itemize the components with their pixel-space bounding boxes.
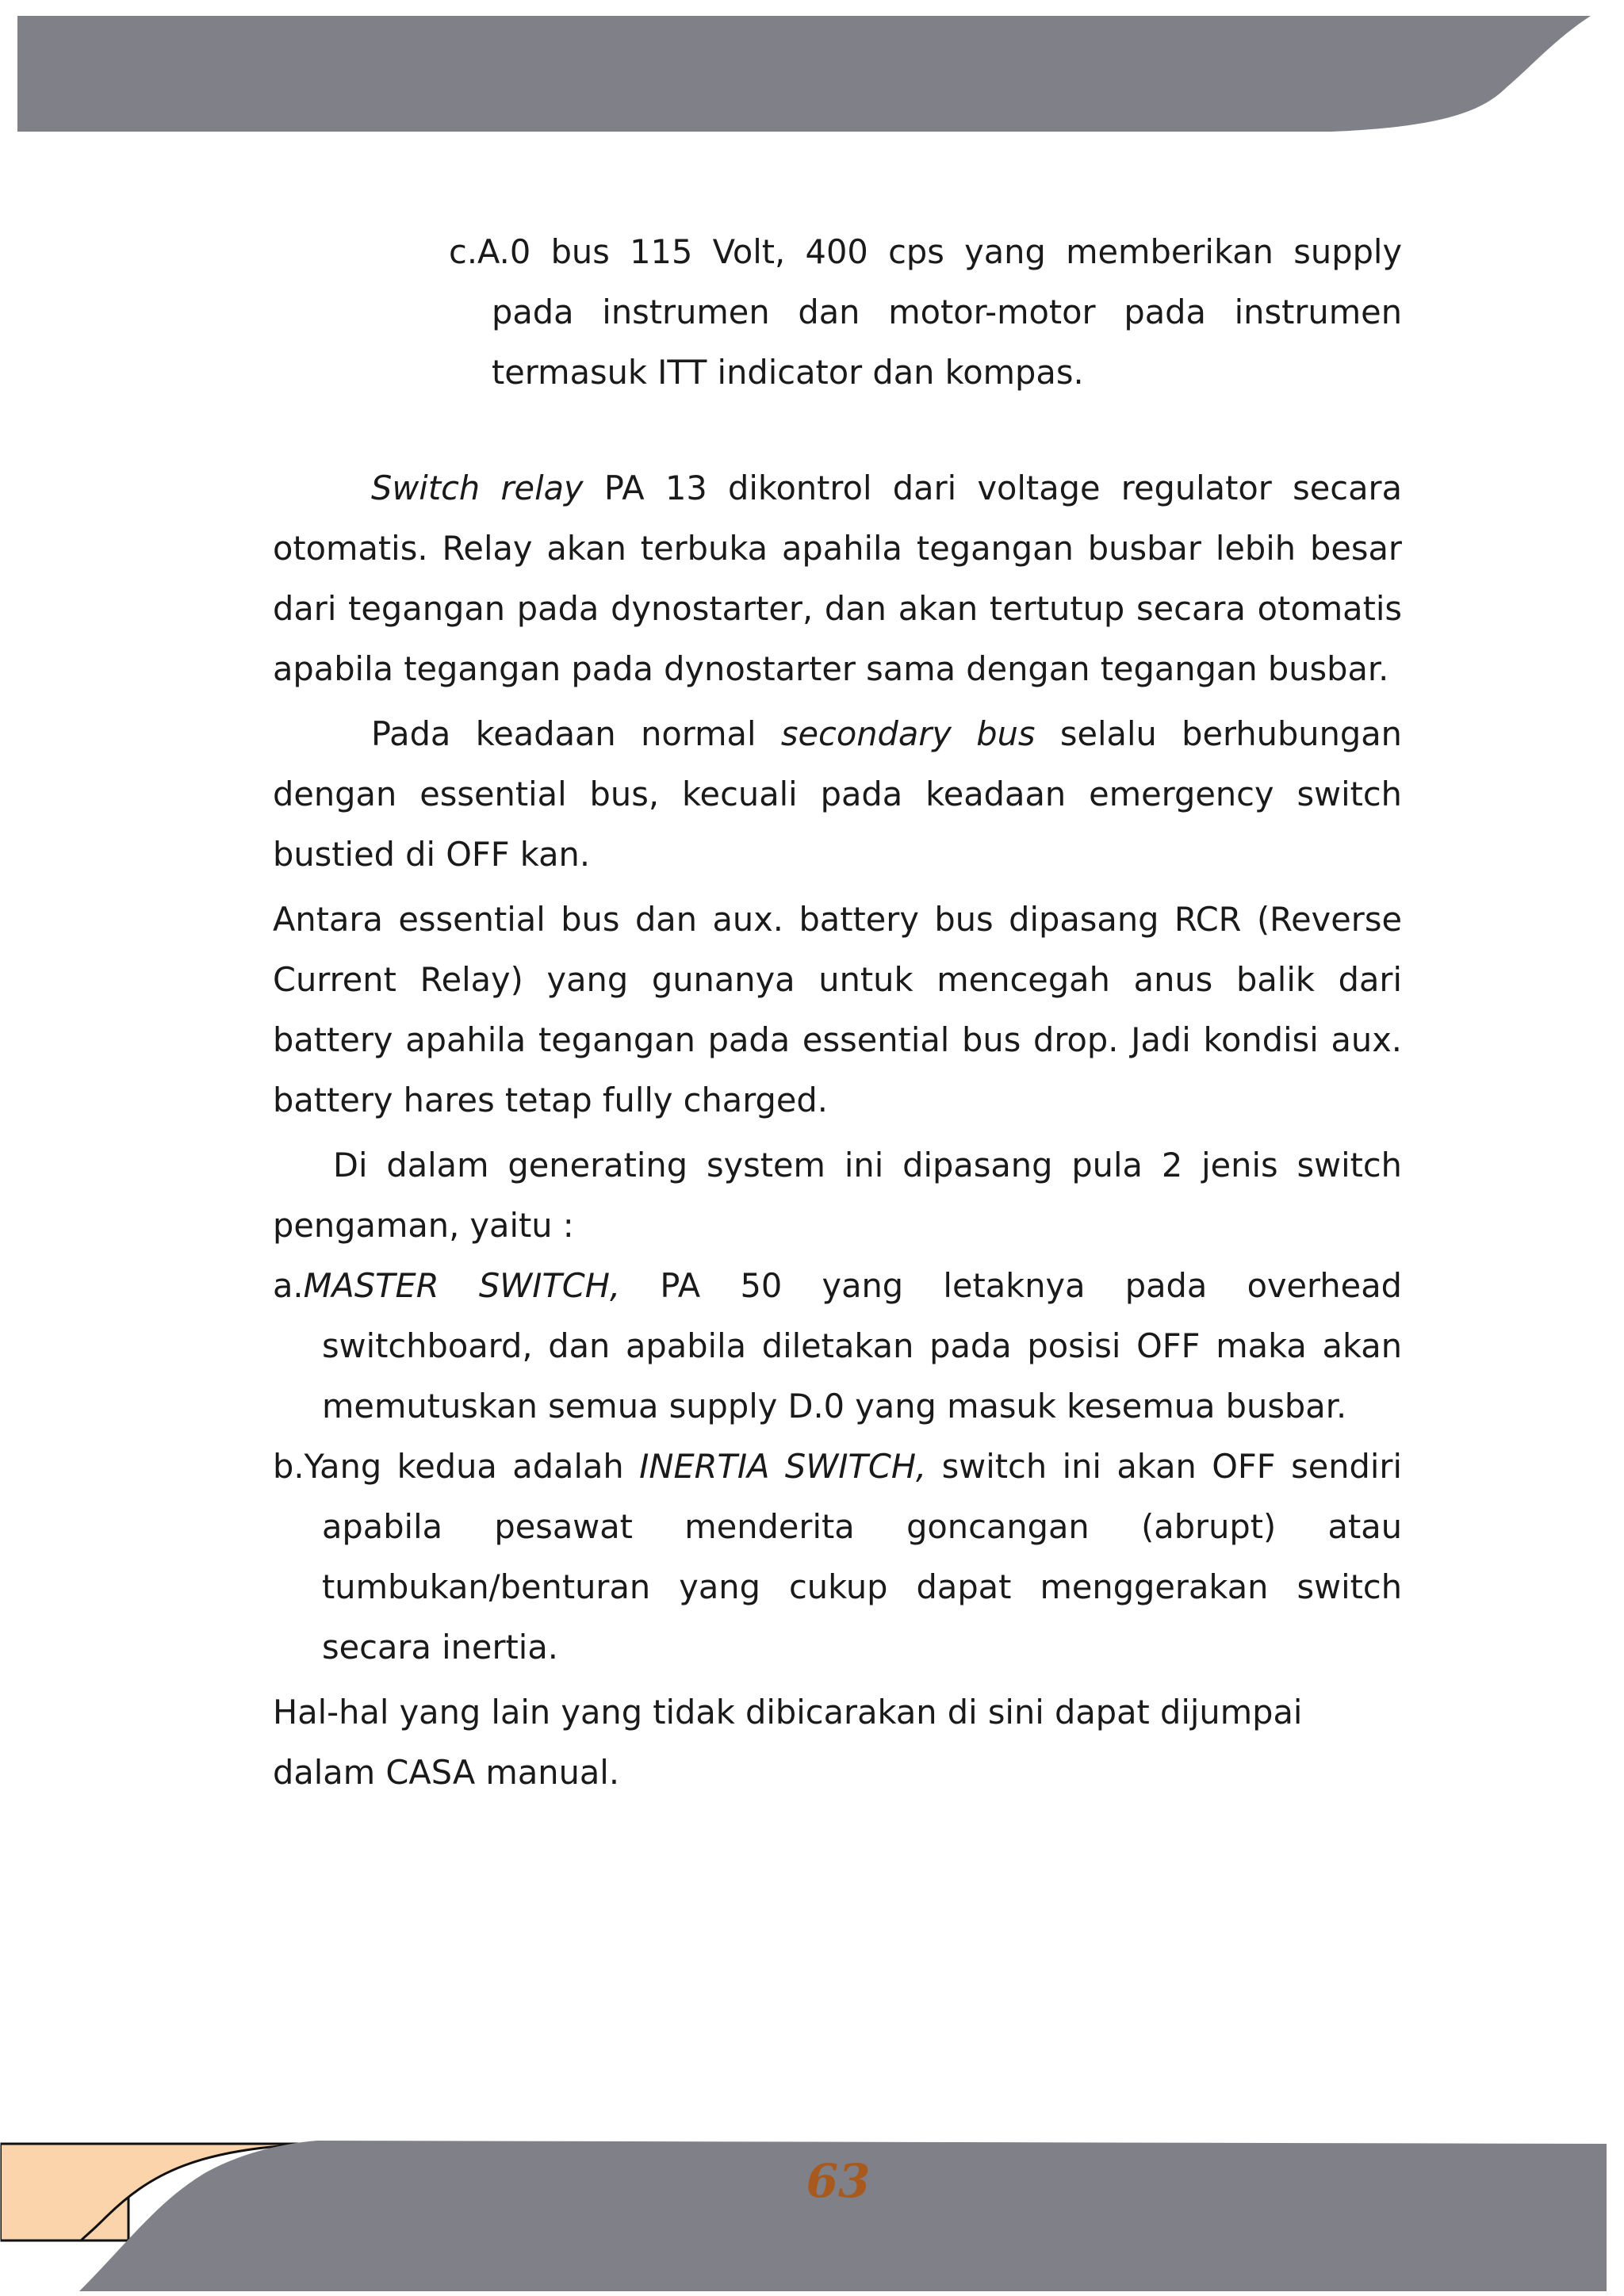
paragraph-secondary-bus: Pada keadaan normal secondary bus selalu berhubungan dengan essential bus, kecuali pada keadaan emergency switch bustied di OFF kan. [273, 714, 1402, 874]
paragraph-rcr: Antara essential bus dan aux. battery bus dipasang RCR (Reverse Current Relay) yang gunanya untuk mencegah anus balik dari battery apahila tegangan pada essential bus drop. Jadi kondisi aux. battery hares tetap fully charged. [273, 900, 1402, 1119]
list-item-b: b.Yang kedua adalah INERTIA SWITCH, switch ini akan OFF sendiri apabila pesawat menderita goncangan (abrupt) atau tumbukan/benturan yang cukup dapat menggerakan switch secara inertia. [273, 1447, 1402, 1667]
list-item-c: c.A.0 bus 115 Volt, 400 cps yang memberikan supply pada instrumen dan motor-motor pada instrumen termasuk ITT indicator dan kompas. [449, 232, 1402, 392]
page-number: 63 [806, 2154, 871, 2208]
paragraph-generating-system: Di dalam generating system ini dipasang pula 2 jenis switch pengaman, yaitu : [273, 1146, 1402, 1245]
paragraph-casa-manual: Hal-hal yang lain yang tidak dibicarakan di sini dapat dijumpai dalam CASA manual. [273, 1693, 1303, 1792]
header-band [0, 0, 1624, 143]
list-item-a: a.MASTER SWITCH, PA 50 yang letaknya pada overhead switchboard, dan apabila diletakan pada posisi OFF maka akan memutuskan semua supply D.0 yang masuk kesemua busbar. [273, 1266, 1402, 1425]
footer-band [0, 2125, 1624, 2296]
paragraph-switch-relay: Switch relay PA 13 dikontrol dari voltage regulator secara otomatis. Relay akan terbuka apahila tegangan busbar lebih besar dari tegangan pada dynostarter, dan akan tertutup secara otomatis apabila tegangan pada dynostarter sama dengan tegangan busbar. [273, 469, 1402, 688]
document-body [273, 222, 1402, 1803]
